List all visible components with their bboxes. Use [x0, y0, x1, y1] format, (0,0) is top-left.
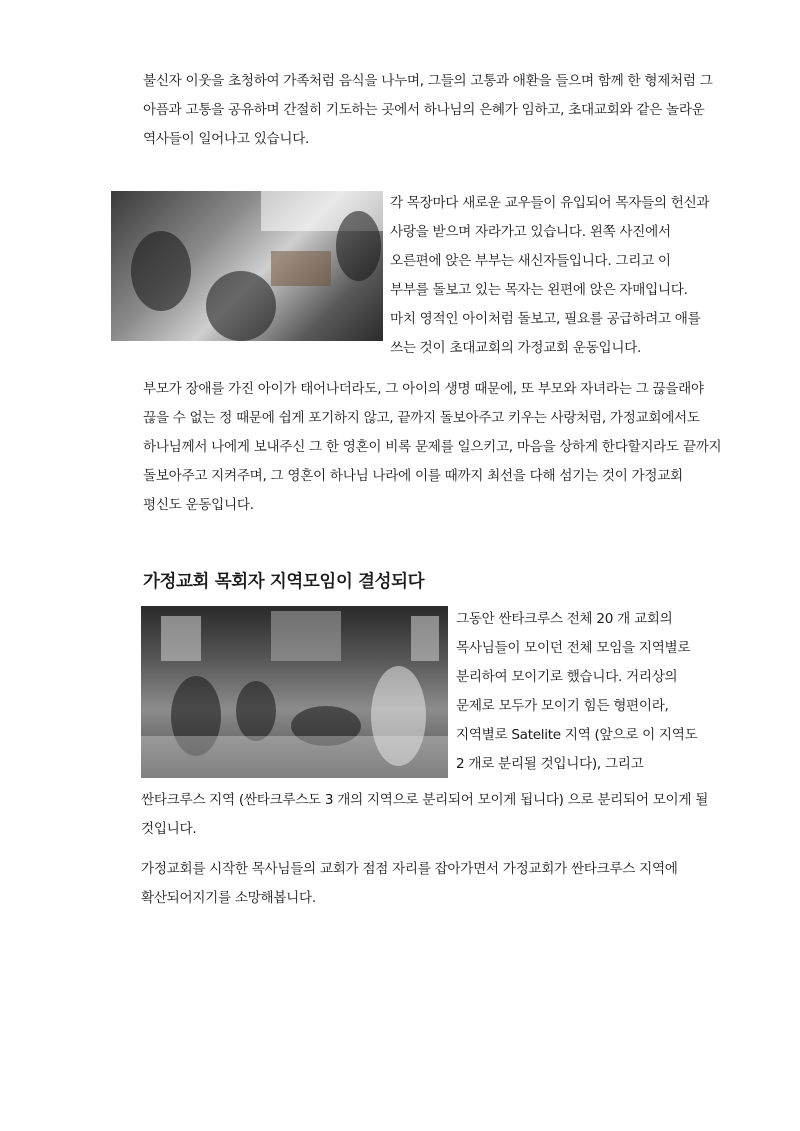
photo2-caption-line: 분리하여 모이기로 했습니다. 거리상의	[456, 669, 678, 685]
photo1-caption-paragraph	[390, 189, 709, 363]
intro-line: 불신자 이웃을 초청하여 가족처럼 음식을 나누며, 그들의 고통과 애환을 들으며 함께 한 형제처럼 그	[143, 73, 713, 89]
region-line: 싼타크루스 지역 (싼타크루스도 3 개의 지역으로 분리되어 모이게 됩니다) 으로 분리되어 모이게 될	[141, 792, 709, 808]
closing-line: 가정교회를 시작한 목사님들의 교회가 점점 자리를 잡아가면서 가정교회가 싼타크루스 지역에	[141, 861, 678, 877]
parent-line: 끊을 수 없는 정 때문에 쉽게 포기하지 않고, 끝까지 돌보아주고 키우는 사랑처럼, 가정교회에서도	[143, 410, 700, 426]
photo2-caption-paragraph	[456, 605, 697, 779]
intro-paragraph	[143, 67, 713, 154]
closing-line: 확산되어지기를 소망해봅니다.	[141, 890, 316, 906]
intro-line: 아픔과 고통을 공유하며 간절히 기도하는 곳에서 하나님의 은혜가 임하고, 초대교회와 같은 놀라운	[143, 102, 705, 118]
photo1-caption-line: 사랑을 받으며 자라가고 있습니다. 왼쪽 사진에서	[390, 224, 671, 240]
photo1-caption-line: 쓰는 것이 초대교회의 가정교회 운동입니다.	[390, 340, 642, 356]
photo1-caption-line: 오른편에 앉은 부부는 새신자들입니다. 그리고 이	[390, 253, 671, 269]
photo2-caption-line: 지역별로 Satelite 지역 (앞으로 이 지역도	[456, 727, 698, 743]
closing-paragraph	[141, 855, 678, 913]
parent-line: 돌보아주고 지켜주며, 그 영혼이 하나님 나라에 이를 때까지 최선을 다해 섬기는 것이 가정교회	[143, 468, 683, 484]
section-heading: 가정교회 목회자 지역모임이 결성되다	[143, 572, 425, 592]
photo2-caption-line: 목사님들이 모이던 전체 모임을 지역별로	[456, 640, 691, 656]
photo1-caption-line: 부부를 돌보고 있는 목자는 왼편에 앉은 자매입니다.	[390, 282, 688, 298]
region-paragraph	[141, 786, 708, 844]
photo2-caption-line: 그동안 싼타크루스 전체 20 개 교회의	[456, 611, 673, 627]
parent-line: 평신도 운동입니다.	[143, 497, 254, 513]
photo1-caption-line: 각 목장마다 새로운 교우들이 유입되어 목자들의 헌신과	[390, 195, 710, 211]
parent-line: 하나님께서 나에게 보내주신 그 한 영혼이 비록 문제를 일으키고, 마음을 상하게 한다할지라도 끝까지	[143, 439, 722, 455]
parent-paragraph	[143, 375, 721, 520]
family-meal-photo	[111, 191, 383, 341]
photo1-caption-line: 마치 영적인 아이처럼 돌보고, 필요를 공급하려고 애를	[390, 311, 701, 327]
intro-line: 역사들이 일어나고 있습니다.	[143, 131, 310, 147]
region-line: 것입니다.	[141, 821, 197, 837]
parent-line: 부모가 장애를 가진 아이가 태어나더라도, 그 아이의 생명 때문에, 또 부모와 자녀라는 그 끊을래야	[143, 381, 704, 397]
photo2-caption-line: 문제로 모두가 모이기 힘든 형편이라,	[456, 698, 669, 714]
pastors-meeting-photo	[141, 606, 448, 778]
photo2-caption-line: 2 개로 분리될 것입니다), 그리고	[456, 756, 644, 772]
